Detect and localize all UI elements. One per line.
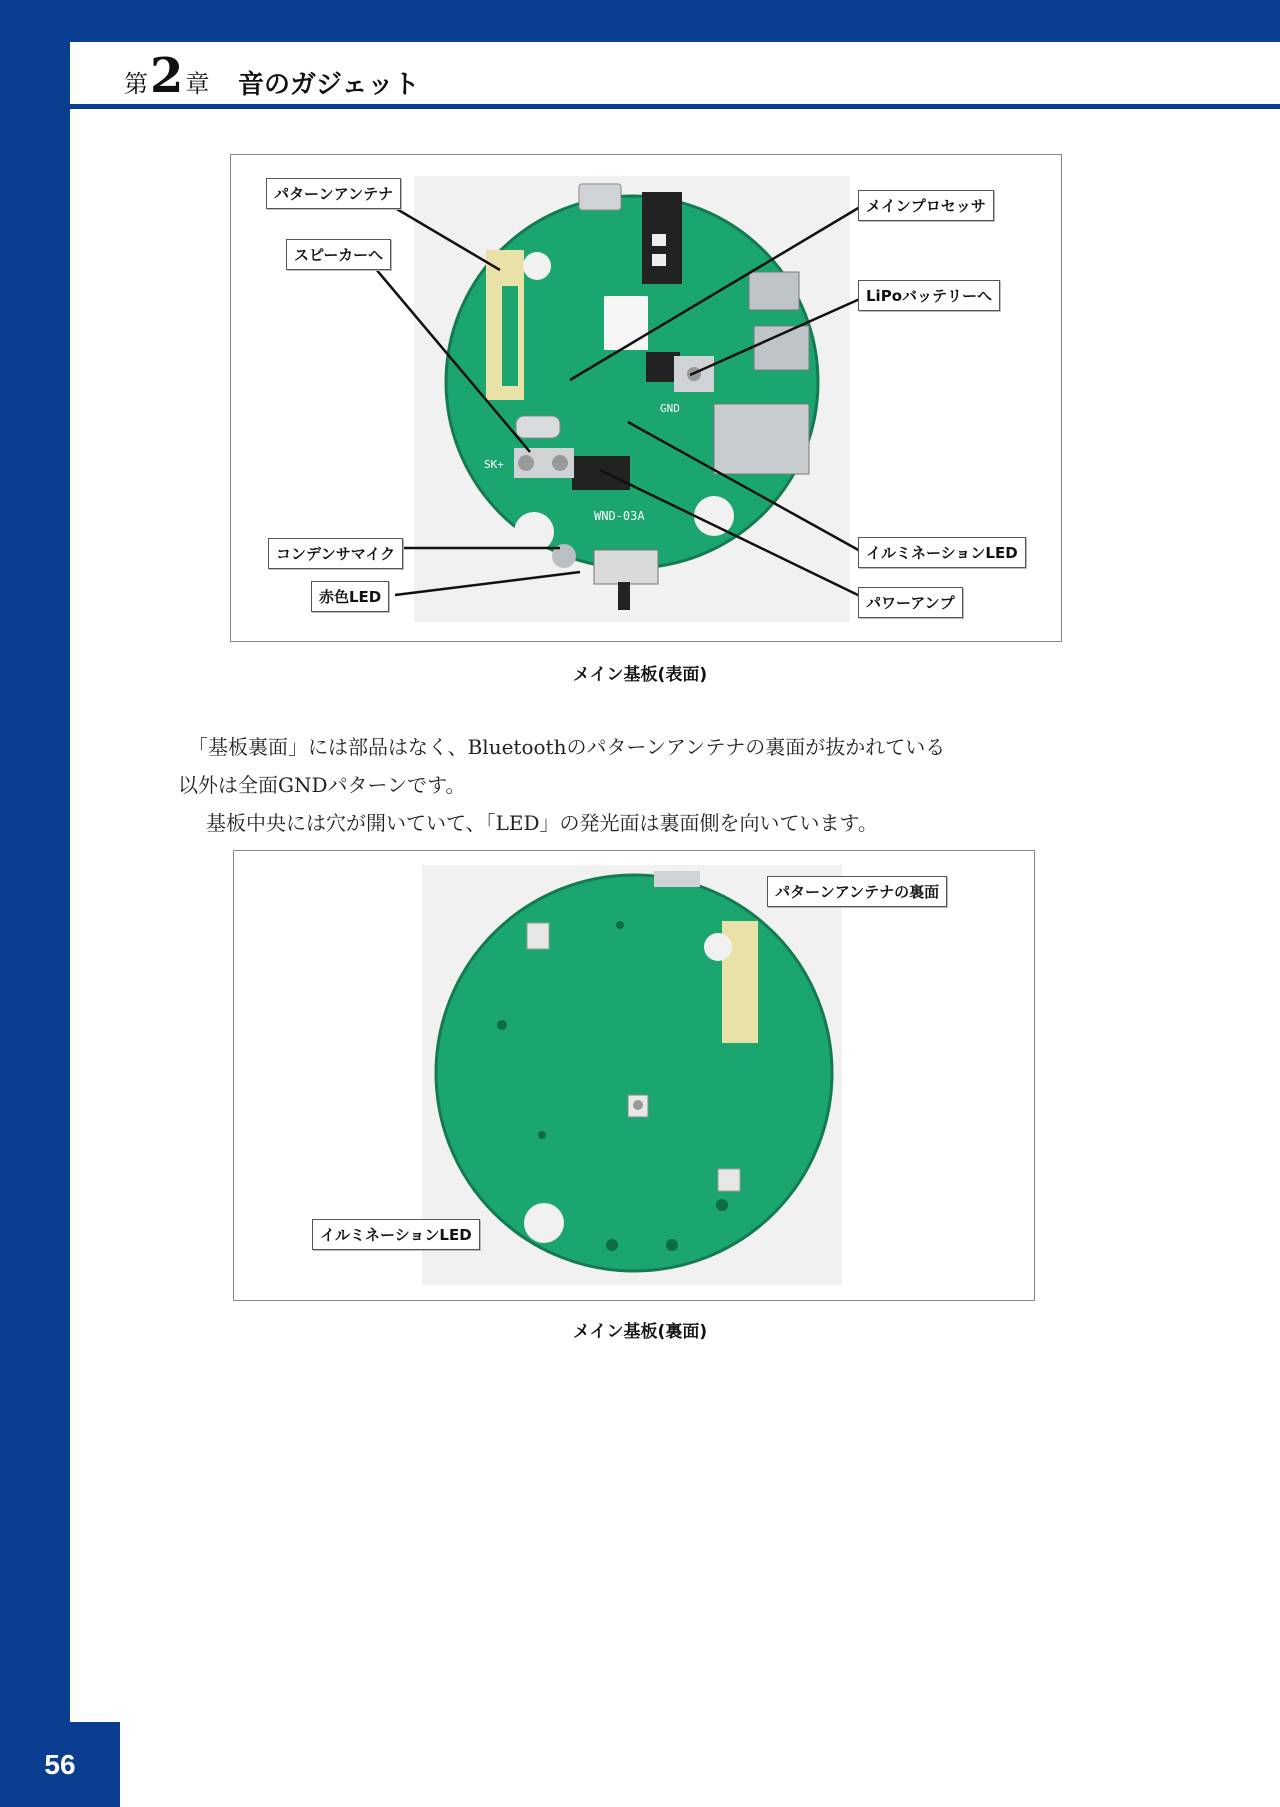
body-line-1: 「基板裏面」には部品はなく、Bluetoothのパターンアンテナの裏面が抜かれている bbox=[188, 735, 946, 759]
chapter-number: 2 bbox=[150, 48, 184, 104]
board-back-photo bbox=[422, 865, 842, 1285]
leader-illumination-led bbox=[628, 422, 862, 552]
chapter-suffix: 章 bbox=[185, 70, 210, 98]
label-red-led: 赤色LED bbox=[311, 581, 389, 612]
silk-gnd: GND bbox=[660, 402, 680, 415]
figure-back-caption: メイン基板(裏面) bbox=[572, 1322, 708, 1342]
label-pattern-antenna: パターンアンテナ bbox=[266, 178, 401, 209]
body-text bbox=[180, 728, 1080, 842]
leader-lipo bbox=[690, 298, 862, 375]
figure-front-caption: メイン基板(表面) bbox=[572, 665, 708, 685]
label-lipo-battery: LiPoバッテリーへ bbox=[858, 280, 1000, 311]
chapter-prefix: 第 bbox=[124, 70, 148, 98]
label-speaker: スピーカーへ bbox=[286, 239, 391, 270]
silk-model: WND-03A bbox=[594, 509, 645, 523]
body-line-2: 以外は全面GNDパターンです。 bbox=[178, 773, 466, 797]
label-main-processor: メインプロセッサ bbox=[858, 190, 994, 221]
leader-main-processor bbox=[570, 207, 860, 380]
label-illumination-led: イルミネーションLED bbox=[858, 537, 1026, 568]
pcb-back-illustration bbox=[422, 865, 842, 1285]
page-number: 56 bbox=[0, 1722, 120, 1807]
leader-power-amp bbox=[600, 470, 862, 597]
body-line-3: 基板中央には穴が開いていて、「LED」の発光面は裏面側を向いています。 bbox=[206, 811, 878, 835]
label-condenser-mic: コンデンサマイク bbox=[268, 538, 403, 569]
leader-red-led bbox=[395, 572, 580, 595]
silk-sk-plus: SK+ bbox=[484, 458, 504, 471]
leader-pattern-antenna bbox=[390, 205, 500, 270]
label-antenna-back: パターンアンテナの裏面 bbox=[767, 876, 947, 907]
label-illumination-led-back: イルミネーションLED bbox=[312, 1219, 480, 1250]
leader-speaker bbox=[375, 268, 530, 452]
chapter-title: 音のガジェット bbox=[238, 70, 420, 100]
label-power-amp: パワーアンプ bbox=[858, 587, 963, 618]
